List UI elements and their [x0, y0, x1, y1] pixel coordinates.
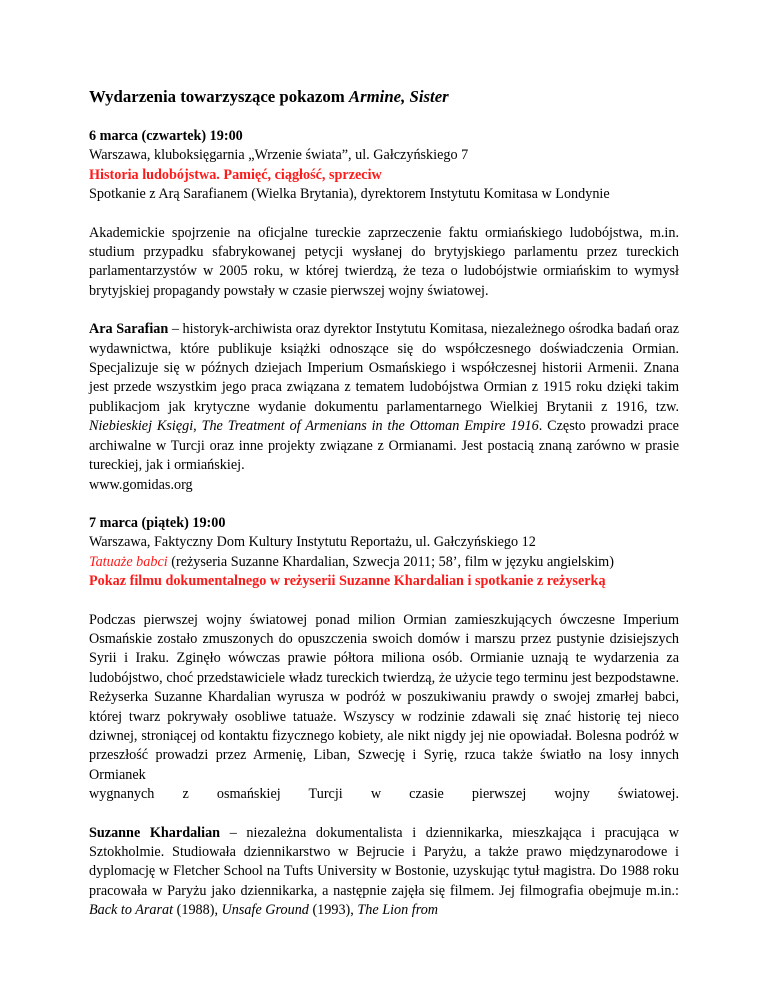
event2-film2-year: (1993),	[308, 902, 358, 919]
event2-film3: The Lion from	[357, 902, 439, 919]
event2-film1: Back to Ararat	[89, 902, 174, 919]
event2-description: Podczas pierwszej wojny światowej ponad milion Ormian zamieszkujących ówczesne Imperium Osmańskie zostało zmuszonych do opuszczenia swoich domów i marszu przez pustynie dzisiejszych Syrii i Iraku. Zginęło wówczas prawie półtora miliona osób. Ormianie uznają te wydarzenia za ludobójstwo, choć przedstawiciele władz tureckich twierdzą, że użycie tego terminu jest bezpodstawne. Reżyserka Suzanne Khardalian wyrusza w podróż w poszukiwaniu prawdy o swojej zmarłej babci, której twarz pokrywały osobliwe tatuaże. Wszyscy w rodzinie zdawali się znać historię tej nieco dziwnej, stroniącej od kontaktu fizycznego kobiety, ale nikt nigdy jej nie opowiadał. Bolesna podróż w przeszłość prowadzi przez Armenię, Liban, Szwecję i Syrię, rzuca także światło na losy innych Ormianek	[89, 611, 679, 783]
event2-film-details: (reżyseria Suzanne Khardalian, Szwecja 2011; 58’, film w języku angielskim)	[167, 553, 614, 570]
event2-film-line	[89, 553, 679, 572]
event2-date: 7 marca (piątek) 19:00	[89, 514, 226, 531]
title-film: Armine, Sister	[348, 87, 449, 106]
event1-bio-text-2: . Często prowadzi prace archiwalne w Turcji oraz inne projekty związane z Ormianami. Jest postacią znaną zarówno w prasie tureckiej, jak i ormiańskiej.	[89, 418, 679, 474]
event1-bio-text-1: – historyk-archiwista oraz dyrektor Instytutu Komitasa, niezależnego ośrodka badań oraz wydawnictwa, które publikuje książki odnoszące się do współczesnego doświadczenia Ormian. Specjalizuje się w późnych dziejach Imperium Osmańskiego i współczesnej historii Armenii. Znana jest przede wszystkim jego praca związana z tematem ludobójstwa Ormian z 1915 roku dzięki takim publikacjom jak krytyczne wydanie dokumentu parlamentarnego Wielkiej Brytanii z 1916, tzw.	[89, 321, 679, 415]
event2-description-last: wygnanych z osmańskiej Turcji w czasie pierwszej wojny światowej.	[89, 786, 679, 803]
event2-film2: Unsafe Ground	[221, 902, 309, 919]
event1-bio-book: Niebieskiej Księgi, The Treatment of Armenians in the Ottoman Empire 1916	[89, 418, 539, 435]
event2-film-title: Tatuaże babci	[89, 553, 168, 570]
event2-venue: Warszawa, Faktyczny Dom Kultury Instytutu Reportażu, ul. Gałczyńskiego 12	[89, 534, 536, 551]
event2-bio-name: Suzanne Khardalian	[89, 824, 221, 841]
event1-website-link[interactable]: www.gomidas.org	[89, 476, 193, 493]
event2-bio	[89, 824, 679, 921]
event1-subtitle: Spotkanie z Arą Sarafianem (Wielka Brytania), dyrektorem Instytutu Komitasa w Londynie	[89, 186, 610, 203]
event2-bio-text-1: – niezależna dokumentalista i dziennikarka, mieszkająca i pracująca w Sztokholmie. Studiowała dziennikarstwo w Bejrucie i Paryżu, a także prawo międzynarodowe i dyplomację w Fletcher School na Tufts University w Bostonie, uzyskując tytuł magistra. Do 1988 roku pracowała w Paryżu jako dziennikarka, a następnie zajęła się filmem. Jej filmografia obejmuje m.in.:	[89, 824, 679, 899]
page-title	[89, 86, 679, 108]
event1-date: 6 marca (czwartek) 19:00	[89, 128, 243, 144]
event1-bio	[89, 320, 679, 475]
event1-headline: Historia ludobójstwa. Pamięć, ciągłość, sprzeciw	[89, 166, 382, 183]
event2-film1-year: (1988),	[173, 902, 222, 919]
event2-headline: Pokaz filmu dokumentalnego w reżyserii Suzanne Khardalian i spotkanie z reżyserką	[89, 573, 606, 590]
event1-description: Akademickie spojrzenie na oficjalne tureckie zaprzeczenie faktu ormiańskiego ludobójstwa, m.in. studium przypadku sfabrykowanej petycji wysłanej do brytyjskiego parlamentu przez tureckich parlamentarzystów w 2005 roku, w której twierdzą, że teza o ludobójstwie ormiańskim to wymysł brytyjskiej propagandy powstały w czasie pierwszej wojny światowej.	[89, 224, 679, 299]
title-prefix: Wydarzenia towarzyszące pokazom	[89, 87, 349, 106]
event1-bio-name: Ara Sarafian	[89, 321, 169, 338]
document-page	[89, 86, 679, 921]
event1-venue: Warszawa, kluboksięgarnia „Wrzenie świata”, ul. Gałczyńskiego 7	[89, 147, 469, 164]
